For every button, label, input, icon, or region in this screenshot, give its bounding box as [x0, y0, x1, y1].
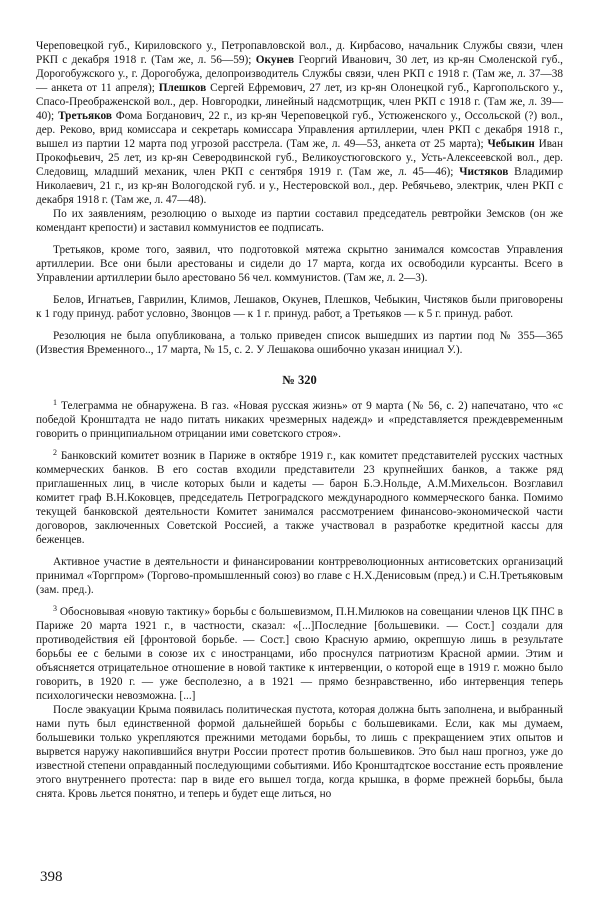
footnote-2-text: Банковский комитет возник в Париже в октябре 1919 г., как комитет представителей русских частных коммерческих банков. В его состав входили представители 23 крупнейших банков, а также ряд приглашенных лиц, в числе которых были и кадеты — барон Б.Э.Нольде, А.М.Михельсон. Возглавил комитет граф В.Н.Коковцев, председатель Петроградского международного коммерческого банка. Помимо текущей банковской деятельности Комитет занимался рассмотрением финансово-экономической части договоров, заключенных Советской Россией, а также участвовал в разработке кредитной кассы для беженцев. [36, 450, 563, 546]
footnote-1-text: Телеграмма не обнаружена. В газ. «Новая русская жизнь» от 9 марта (№ 56, с. 2) напечатано, что «с победой Кронштадта не надо питать никаких чрезмерных надежд» и «представляется преждевременным говорить о принципиальном отрицании ими советского строя». [36, 400, 563, 440]
person-name-chebykin: Чебыкин [487, 138, 535, 150]
footnote-3 [36, 605, 563, 703]
footnote-3-marker: 3 [53, 604, 57, 613]
torgprom-paragraph: Активное участие в деятельности и финансировании контрреволюционных антисоветских организаций принимал «Торгпром» (Торгово-промышленный союз) во главе с Н.Х.Денисовым (пред.) и С.Н.Третьяковым (зам. пред.). [36, 556, 563, 596]
footnote-1 [36, 399, 563, 441]
bio-text: Владимир Николаевич, 21 г., из кр-ян Вологодской губ. и у., Нестеровской вол., дер. Ребячьево, электрик, член РКП с декабря 1918 г. (Там же, л. 47—48). [36, 166, 563, 206]
person-name-okunev: Окунев [255, 54, 295, 66]
tretyakov-paragraph: Третьяков, кроме того, заявил, что подготовкой мятежа скрытно занимался комсостав Управления артиллерии. Все они были арестованы и сидели до 17 марта, когда их освободили курсанты. Всего в Управлении артиллерии было арестовано 56 чел. коммунистов. (Там же, л. 2—3). [36, 244, 563, 284]
sentences-paragraph: Белов, Игнатьев, Гаврилин, Климов, Лешаков, Окунев, Плешков, Чебыкин, Чистяков были приговорены к 1 году принуд. работ условно, Звонцов — к 1 г. принуд. работ, а Третьяков — к 5 г. принуд. работ. [36, 294, 563, 320]
document-number-heading: № 320 [282, 373, 317, 387]
bio-text: Сергей Ефремович, 27 лет, из кр-ян Олонецкой губ., Каргопольского у., Спасо-Преображенской вол., дер. Новгородки, линейный надсмотрщик, член РКП с 1918 г. (Там же, л. 39—40); [36, 82, 563, 122]
person-name-tretyakov: Третьяков [58, 110, 112, 122]
bio-text: Георгий Иванович, 30 лет, из кр-ян Смоленской губ., Дорогобужского у., г. Дорогобужа, делопроизводитель Службы связи, член РКП с 1918 г. (Там же, л. 37—38 — анкета от 11 апреля); [36, 54, 563, 94]
page-number: 398 [40, 869, 63, 885]
statements-paragraph: По их заявлениям, резолюцию о выходе из партии составил председатель ревтройки Земсков (он же комендант крепости) и заставил коммунистов ее подписать. [36, 208, 563, 234]
footnote-2 [36, 449, 563, 547]
bio-text: Фома Богданович, 22 г., из кр-ян Череповецкой губ., Устюженского у., Оссольской (?) вол., дер. Реково, врид комиссара и секретарь комиссара Управления артиллерии, член РКП с декабря 1918 г., вышел из партии 12 марта под угрозой расстрела. (Там же, л. 49—53, анкета от 25 марта); [36, 110, 563, 150]
biographies-paragraph [36, 39, 563, 207]
footnote-1-marker: 1 [53, 398, 57, 407]
crimea-paragraph: После эвакуации Крыма появилась политическая пустота, которая должна быть заполнена, и выбранный нами путь был единственной формой дальнейшей борьбы с большевиками. Если, как мы думаем, большевики только укрепляются прежними методами борьбы, то лишь с прекращением этих опытов и вырвется наружу накопившийся внутри России протест против большевиков. Это был наш прогноз, уже до известной степени оправданный последующими событиями. Ибо Кронштадтское восстание есть проявление этого внутреннего протеста: пар в виде его вышел тогда, когда крышка, в форме прежней борьбы, была снята. Кровь льется понятно, и теперь и будет еще литься, но [36, 704, 563, 800]
footnote-2-marker: 2 [53, 448, 57, 457]
bio-text: Череповецкой губ., Кириловского у., Петропавловской вол., д. Кирбасово, начальник Службы связи, член РКП с декабря 1918 г. (Там же, л. 56—59); [36, 40, 563, 66]
footnote-3-text: Обосновывая «новую тактику» борьбы с большевизмом, П.Н.Милюков на совещании членов ЦК ПНС в Париже 20 марта 1921 г., в частности, сказал: «[...]Последние [большевики. — Сост.] создали для противодействия ей [фронтовой борьбе. — Сост.] свою Красную армию, окрепшую лишь в результате борьбы ее с белыми в союзе их с иностранцами, ибо проснулся патриотизм Красной армии. Этим и объясняется отрицательное отношение в новой тактике к интервенции, о которой еще в 1919 г. можно было говорить, в 1920 г. — уже бесполезно, а в 1921 — прямо безнравственно, ибо интервенция теперь психологически невозможна. [...] [36, 606, 563, 702]
person-name-pleshkov: Плешков [158, 82, 207, 94]
person-name-chistyakov: Чистяков [459, 166, 509, 178]
document-page [36, 39, 563, 801]
bio-text: Иван Прокофьевич, 25 лет, из кр-ян Северодвинской губ., Великоустюговского у., Усть-Алексеевской вол., дер. Следовищ, младший механик, член РКП с сентября 1919 г. (Там же, л. 45—46); [36, 138, 563, 178]
resolution-paragraph: Резолюция не была опубликована, а только приведен список вышедших из партии под № 355—365 (Известия Временного.., 17 марта, № 15, с. 2. У Лешакова ошибочно указан инициал У.). [36, 330, 563, 356]
